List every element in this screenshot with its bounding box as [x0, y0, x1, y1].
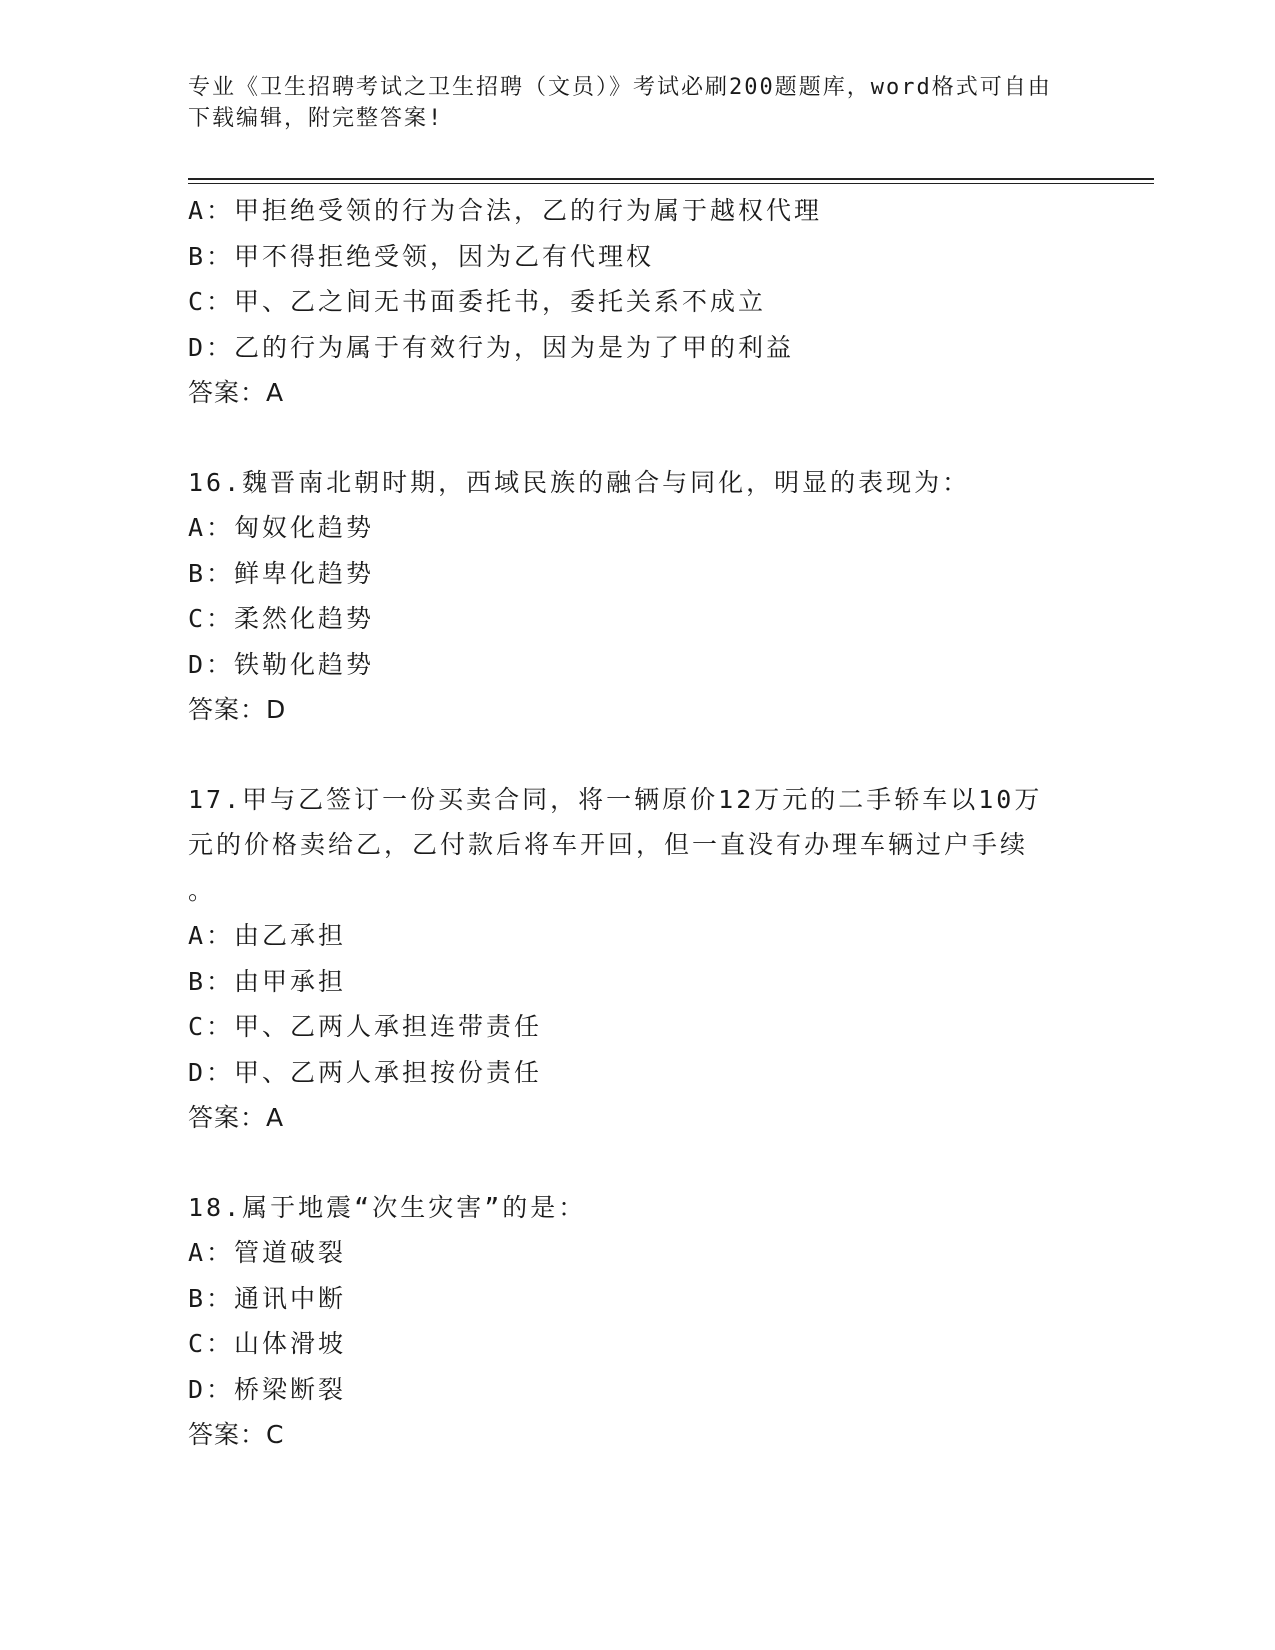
option-c: C：山体滑坡	[188, 1329, 347, 1358]
option-a: A：甲拒绝受领的行为合法，乙的行为属于越权代理	[188, 196, 823, 225]
option-a: A：匈奴化趋势	[188, 513, 375, 542]
option-b: B：由甲承担	[188, 966, 347, 996]
option-c: C：甲、乙之间无书面委托书，委托关系不成立	[188, 287, 767, 316]
question-list	[188, 188, 1088, 1458]
option-b: B：鲜卑化趋势	[188, 558, 375, 588]
option-d: D：甲、乙两人承担按份责任	[188, 1057, 543, 1087]
option-d: D：桥梁断裂	[188, 1374, 347, 1404]
question-16	[188, 460, 1088, 733]
question-stem-tail: 。	[188, 875, 214, 905]
answer: 答案：C	[188, 1420, 285, 1449]
option-a: A：由乙承担	[188, 921, 347, 950]
spacer	[188, 1141, 1088, 1185]
question-15	[188, 188, 1088, 416]
question-18	[188, 1185, 1088, 1458]
spacer	[188, 733, 1088, 777]
question-17	[188, 777, 1088, 1141]
question-stem: 17.甲与乙签订一份买卖合同，将一辆原价12万元的二手轿车以10万元的价格卖给乙，乙付款后将车开回，但一直没有办理车辆过户手续	[188, 784, 1043, 859]
option-c: C：柔然化趋势	[188, 604, 375, 633]
header-divider-thick	[188, 178, 1154, 180]
answer: 答案：A	[188, 1103, 285, 1132]
option-b: B：通讯中断	[188, 1283, 347, 1313]
option-a: A：管道破裂	[188, 1238, 347, 1267]
option-d: D：铁勒化趋势	[188, 649, 375, 679]
header-divider-thin	[188, 183, 1154, 184]
option-b: B：甲不得拒绝受领，因为乙有代理权	[188, 241, 655, 271]
answer: 答案：A	[188, 378, 285, 407]
document-header: 专业《卫生招聘考试之卫生招聘（文员）》考试必刷200题题库，word格式可自由下载编辑，附完整答案!	[188, 75, 1052, 131]
question-stem: 18.属于地震“次生灾害”的是：	[188, 1192, 587, 1222]
option-c: C：甲、乙两人承担连带责任	[188, 1012, 543, 1041]
answer: 答案：D	[188, 695, 287, 724]
option-d: D：乙的行为属于有效行为，因为是为了甲的利益	[188, 332, 795, 362]
spacer	[188, 416, 1088, 460]
question-stem: 16.魏晋南北朝时期，西域民族的融合与同化，明显的表现为：	[188, 467, 971, 497]
